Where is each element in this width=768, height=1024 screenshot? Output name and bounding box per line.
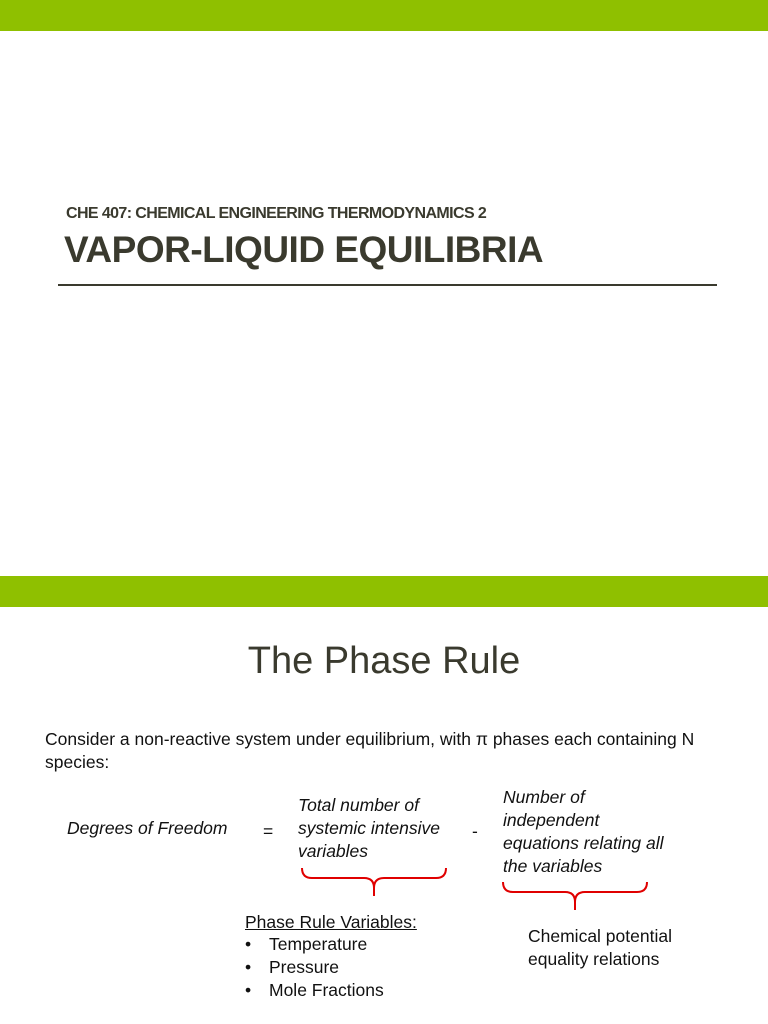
title-divider bbox=[58, 284, 717, 286]
bullet-icon: • bbox=[245, 934, 252, 954]
variables-brace-icon bbox=[298, 866, 450, 900]
equals-sign: = bbox=[263, 821, 274, 841]
phase-rule-variables-list bbox=[245, 933, 384, 1002]
phase-rule-slide bbox=[0, 576, 768, 1024]
equations-brace-icon bbox=[499, 880, 651, 914]
independent-equations-term: Number of independent equations relating all the variables bbox=[503, 787, 664, 876]
phase-rule-variables-title: Phase Rule Variables: bbox=[245, 912, 417, 932]
bullet-icon: • bbox=[245, 980, 252, 1000]
total-variables-term: Total number of systemic intensive variables bbox=[298, 795, 440, 861]
degrees-of-freedom-label: Degrees of Freedom bbox=[67, 818, 228, 838]
list-item: • Temperature bbox=[245, 934, 368, 954]
chemical-potential-note: Chemical potential equality relations bbox=[528, 926, 672, 969]
list-item: • Mole Fractions bbox=[245, 980, 384, 1000]
minus-sign: - bbox=[472, 821, 478, 841]
slide-title: The Phase Rule bbox=[247, 640, 521, 682]
course-title: CHE 407: CHEMICAL ENGINEERING THERMODYNAMICS 2 bbox=[66, 205, 487, 222]
accent-bar bbox=[0, 0, 768, 31]
list-item: • Pressure bbox=[245, 957, 340, 977]
intro-text: Consider a non-reactive system under equilibrium, with π phases each containing N species: bbox=[45, 729, 695, 772]
main-title: VAPOR-LIQUID EQUILIBRIA bbox=[64, 229, 544, 270]
bullet-icon: • bbox=[245, 957, 252, 977]
accent-bar bbox=[0, 576, 768, 607]
